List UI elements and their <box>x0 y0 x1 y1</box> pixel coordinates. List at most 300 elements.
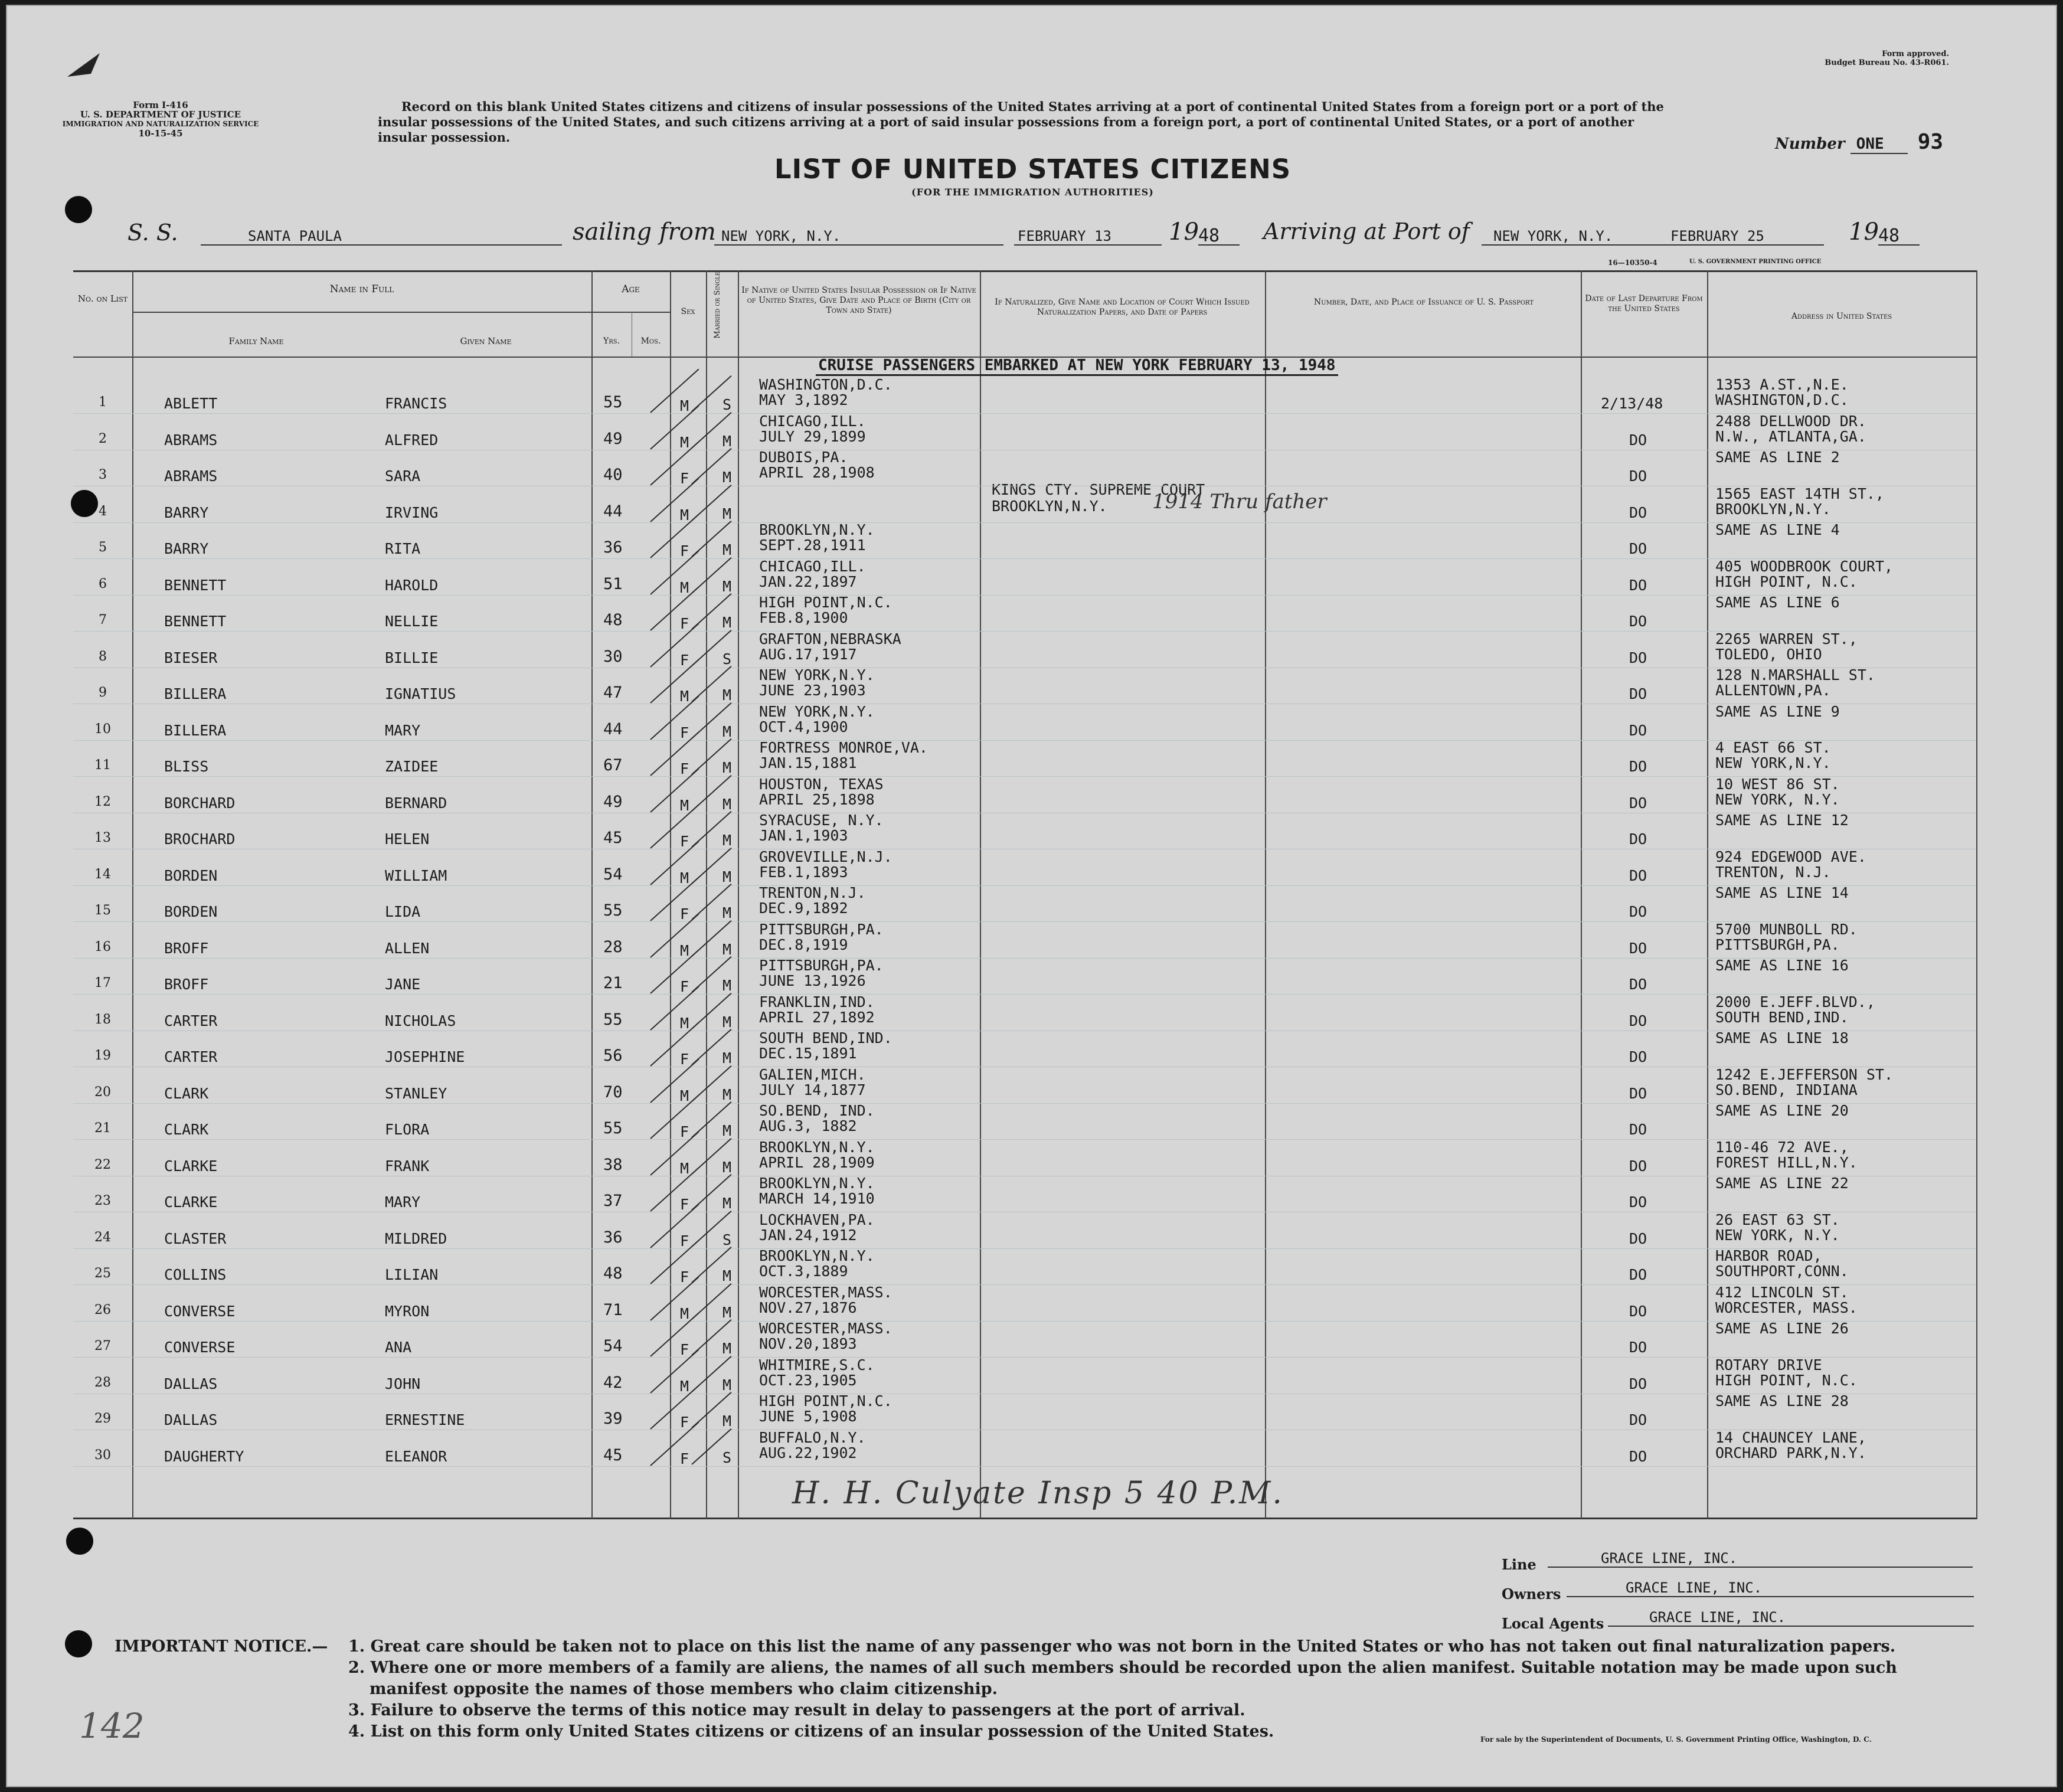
age-years: 49 <box>603 430 623 448</box>
row-rule <box>73 558 1976 559</box>
ss-label: S. S. <box>127 220 178 246</box>
page-subtitle: (FOR THE IMMIGRATION AUTHORITIES) <box>911 187 1154 198</box>
departure-date: DO <box>1629 1375 1647 1392</box>
birth-place: GROVEVILLE,N.J. <box>759 848 892 865</box>
departure-date: DO <box>1629 649 1647 666</box>
birth-date: JUNE 23,1903 <box>759 682 866 699</box>
header-naturalized: If Naturalized, Give Name and Location of Court Which Issued Naturalization Papers, and Date of Papers <box>995 297 1250 317</box>
notice-item-4: 4. List on this form only United States citizens or citizens of an insular possession of the United States. <box>348 1722 1274 1741</box>
header-passport: Number, Date, and Place of Issuance of U. S. Passport <box>1313 297 1534 307</box>
birth-date: OCT.4,1900 <box>759 718 848 735</box>
birth-date: AUG.3, 1882 <box>759 1117 857 1134</box>
given-name: MARY <box>385 722 421 739</box>
corner-arrow-icon <box>67 47 103 83</box>
marital-status: M <box>722 1122 732 1139</box>
row-rule <box>73 1357 1976 1358</box>
given-name: JOSEPHINE <box>385 1048 465 1065</box>
header-age: Age <box>622 283 640 295</box>
family-name: BENNETT <box>164 577 227 594</box>
age-years: 67 <box>603 756 623 774</box>
birth-place: GRAFTON,NEBRASKA <box>759 630 901 648</box>
sex: F <box>680 1414 689 1431</box>
sex: M <box>680 434 689 451</box>
birth-date: APRIL 27,1892 <box>759 1009 875 1026</box>
birth-place: BROOKLYN,N.Y. <box>759 521 875 538</box>
given-name: HELEN <box>385 830 430 848</box>
birth-date: JULY 14,1877 <box>759 1081 866 1098</box>
departure-date: DO <box>1629 1448 1647 1465</box>
address-line-1: 26 EAST 63 ST. <box>1715 1211 1840 1228</box>
marital-status: M <box>722 1049 732 1067</box>
departure-date: DO <box>1629 940 1647 957</box>
line-number: 11 <box>94 758 111 773</box>
sex: M <box>680 506 689 524</box>
sex: F <box>680 1123 689 1140</box>
given-name: ELEANOR <box>385 1448 447 1465</box>
sex: M <box>680 1087 689 1104</box>
family-name: CLARKE <box>164 1157 218 1175</box>
birth-place: WASHINGTON,D.C. <box>759 376 892 393</box>
sex: F <box>680 1450 689 1467</box>
address-line-1: 2488 DELLWOOD DR. <box>1715 413 1866 430</box>
departure-date: DO <box>1629 431 1647 449</box>
given-name: ALFRED <box>385 431 439 449</box>
line-number: 6 <box>99 577 107 591</box>
col-divider <box>132 270 133 1519</box>
birth-date: FEB.8,1900 <box>759 609 848 626</box>
marital-status: M <box>722 1267 732 1284</box>
row-rule <box>73 1103 1976 1104</box>
ship-name: SANTA PAULA <box>201 228 562 246</box>
departure-date: DO <box>1629 467 1647 485</box>
family-name: BROFF <box>164 940 209 957</box>
sex: M <box>680 869 689 887</box>
departure-date: DO <box>1629 830 1647 848</box>
header-given-name: Given Name <box>460 336 512 346</box>
age-years: 54 <box>603 1337 623 1355</box>
address-line-1: 2265 WARREN ST., <box>1715 630 1858 648</box>
col-divider <box>670 270 671 1519</box>
birth-date: DEC.8,1919 <box>759 936 848 953</box>
birth-date: NOV.27,1876 <box>759 1299 857 1316</box>
address-line-1: SAME AS LINE 2 <box>1715 449 1840 466</box>
address-line-1: SAME AS LINE 4 <box>1715 521 1840 538</box>
col-divider <box>706 270 707 1519</box>
handwritten-page-number: 142 <box>79 1706 145 1746</box>
age-years: 45 <box>603 1446 623 1464</box>
sex: M <box>680 797 689 814</box>
sex: F <box>680 615 689 632</box>
sex: M <box>680 942 689 959</box>
form-date: 10-15-45 <box>138 128 183 139</box>
from-year-prefix: 19 <box>1169 218 1199 246</box>
header-sex: Sex <box>681 307 695 316</box>
sex: F <box>680 978 689 995</box>
departure-date: DO <box>1629 1303 1647 1320</box>
age-years: 54 <box>603 865 623 884</box>
to-port: NEW YORK, N.Y. <box>1482 228 1659 246</box>
col-divider <box>591 270 593 1519</box>
sex: M <box>680 397 689 414</box>
owners-value: GRACE LINE, INC. <box>1567 1580 1974 1597</box>
to-year-prefix: 19 <box>1849 218 1879 246</box>
header-family-name: Family Name <box>228 336 284 346</box>
age-header-rule <box>591 312 670 313</box>
birth-date: DEC.15,1891 <box>759 1045 857 1062</box>
address-line-2: BROOKLYN,N.Y. <box>1715 501 1831 518</box>
given-name: MYRON <box>385 1303 430 1320</box>
age-years: 56 <box>603 1047 623 1065</box>
family-name: BARRY <box>164 504 209 521</box>
naturalization-handwritten: 1914 Thru father <box>1152 490 1327 514</box>
marital-status: M <box>722 1159 732 1176</box>
address-line-1: 924 EDGEWOOD AVE. <box>1715 848 1866 865</box>
line-number: 30 <box>94 1448 111 1463</box>
family-name: CONVERSE <box>164 1339 236 1356</box>
address-line-1: SAME AS LINE 18 <box>1715 1029 1849 1047</box>
page-title: LIST OF UNITED STATES CITIZENS <box>774 153 1292 185</box>
address-line-2: HIGH POINT, N.C. <box>1715 573 1858 590</box>
family-name: COLLINS <box>164 1266 227 1283</box>
departure-date: DO <box>1629 976 1647 993</box>
age-years: 47 <box>603 684 623 702</box>
family-name: BILLERA <box>164 722 227 739</box>
number-block <box>1775 130 1943 154</box>
sex: F <box>680 1268 689 1286</box>
notice-item-2: 2. Where one or more members of a family are aliens, the names of all such members should be recorded upon the alien manifest. Suitable notation may be made upon such manifest opposite the names of those members who claim citizenship. <box>348 1659 1897 1698</box>
address-line-1: 5700 MUNBOLL RD. <box>1715 921 1858 938</box>
departure-date: DO <box>1629 685 1647 702</box>
sailing-label: sailing from <box>573 218 716 246</box>
age-years: 48 <box>603 1264 623 1283</box>
birth-place: WHITMIRE,S.C. <box>759 1356 875 1374</box>
departure-date: DO <box>1629 867 1647 884</box>
line-number: 22 <box>94 1157 111 1172</box>
birth-place: TRENTON,N.J. <box>759 884 866 901</box>
line-number: 5 <box>99 540 107 555</box>
address-line-1: 110-46 72 AVE., <box>1715 1139 1849 1156</box>
marital-status: M <box>722 1013 732 1031</box>
address-line-2: NEW YORK, N.Y. <box>1715 791 1840 808</box>
intro-text: Record on this blank United States citizens and citizens of insular possessions of the United States arriving at a port of continental United States from a foreign port or a port of the insular possessions of the United States, and such citizens arriving at a port of said insular possessions from a foreign port, a port of continental United States, or a port of another insular possession. <box>378 99 1664 145</box>
birth-place: SYRACUSE, N.Y. <box>759 812 884 829</box>
approval-line2: Budget Bureau No. 43-R061. <box>1825 58 1949 67</box>
age-years: 39 <box>603 1410 623 1428</box>
col-divider <box>980 270 981 1519</box>
age-years: 55 <box>603 393 623 411</box>
to-date: FEBRUARY 25 <box>1659 228 1824 246</box>
departure-date: DO <box>1629 758 1647 775</box>
address-line-1: SAME AS LINE 14 <box>1715 884 1849 901</box>
age-years: 45 <box>603 829 623 847</box>
row-rule <box>73 958 1976 959</box>
birth-place: NEW YORK,N.Y. <box>759 666 875 684</box>
header-married: Married or Single <box>713 272 722 339</box>
header-departure: Date of Last Departure From the United States <box>1585 294 1703 313</box>
row-rule <box>73 921 1976 922</box>
col-divider <box>1581 270 1582 1519</box>
given-name: BILLIE <box>385 649 439 666</box>
number-value: ONE <box>1851 135 1908 154</box>
line-number: 15 <box>94 903 111 918</box>
address-line-1: 14 CHAUNCEY LANE, <box>1715 1429 1866 1446</box>
birth-place: FRANKLIN,IND. <box>759 993 875 1011</box>
approval-line1: Form approved. <box>1882 50 1949 58</box>
birth-date: NOV.20,1893 <box>759 1335 857 1352</box>
agents-value: GRACE LINE, INC. <box>1608 1609 1974 1627</box>
departure-date: DO <box>1629 722 1647 739</box>
birth-date: MARCH 14,1910 <box>759 1190 875 1207</box>
birth-place: PITTSBURGH,PA. <box>759 957 884 974</box>
given-name: ALLEN <box>385 940 430 957</box>
birth-date: FEB.1,1893 <box>759 864 848 881</box>
sex: M <box>680 1015 689 1032</box>
given-name: HAROLD <box>385 577 439 594</box>
number-label: Number <box>1775 135 1845 153</box>
line-number: 17 <box>94 976 111 990</box>
sale-note: For sale by the Superintendent of Documents, U. S. Government Printing Office, Washington, D. C. <box>1480 1735 1872 1744</box>
sex: M <box>680 1305 689 1322</box>
line-number: 2 <box>99 431 107 446</box>
age-years: 44 <box>603 720 623 738</box>
address-line-1: 1353 A.ST.,N.E. <box>1715 376 1849 393</box>
birth-date: APRIL 28,1909 <box>759 1154 875 1171</box>
given-name: JANE <box>385 976 421 993</box>
given-name: JOHN <box>385 1375 421 1392</box>
notice-heading: IMPORTANT NOTICE.— <box>115 1637 328 1656</box>
given-name: FRANK <box>385 1157 430 1175</box>
departure-date: DO <box>1629 794 1647 812</box>
arriving-label: Arriving at Port of <box>1263 218 1470 244</box>
address-line-1: SAME AS LINE 22 <box>1715 1175 1849 1192</box>
family-name: DALLAS <box>164 1411 218 1428</box>
departure-date: DO <box>1629 1085 1647 1102</box>
address-line-2: SO.BEND, INDIANA <box>1715 1081 1858 1098</box>
line-number: 26 <box>94 1303 111 1317</box>
birth-place: DUBOIS,PA. <box>759 449 848 466</box>
marital-status: S <box>722 396 732 413</box>
age-years: 49 <box>603 793 623 811</box>
marital-status: M <box>722 723 732 740</box>
marital-status: M <box>722 541 732 558</box>
line-number: 1 <box>99 395 107 410</box>
sex: F <box>680 542 689 560</box>
departure-date: DO <box>1629 577 1647 594</box>
header-name-in-full: Name in Full <box>329 283 394 295</box>
sex: M <box>680 579 689 596</box>
birth-place: SO.BEND, IND. <box>759 1102 875 1119</box>
age-years: 30 <box>603 648 623 666</box>
birth-place: CHICAGO,ILL. <box>759 413 866 430</box>
punch-hole <box>66 1528 93 1555</box>
address-line-2: WORCESTER, MASS. <box>1715 1299 1858 1316</box>
marital-status: M <box>722 1412 732 1430</box>
family-name: BILLERA <box>164 685 227 702</box>
cruise-heading: CRUISE PASSENGERS EMBARKED AT NEW YORK FEBRUARY 13, 1948 <box>816 357 1338 376</box>
sex: F <box>680 1232 689 1250</box>
birth-date: SEPT.28,1911 <box>759 537 866 554</box>
birth-date: APRIL 25,1898 <box>759 791 875 808</box>
given-name: SARA <box>385 467 421 485</box>
address-line-2: ORCHARD PARK,N.Y. <box>1715 1444 1866 1461</box>
row-rule <box>73 1321 1976 1322</box>
birth-date: DEC.9,1892 <box>759 900 848 917</box>
row-rule <box>73 885 1976 886</box>
address-line-2: TRENTON, N.J. <box>1715 864 1831 881</box>
row-rule <box>73 413 1976 414</box>
line-number: 10 <box>94 722 111 737</box>
from-year: 48 <box>1198 228 1240 246</box>
col-divider <box>1265 270 1266 1519</box>
birth-date: OCT.3,1889 <box>759 1263 848 1280</box>
address-line-1: SAME AS LINE 12 <box>1715 812 1849 829</box>
given-name: WILLIAM <box>385 867 447 884</box>
line-number: 4 <box>99 504 107 519</box>
sex: F <box>680 760 689 777</box>
marital-status: M <box>722 578 732 595</box>
age-years: 40 <box>603 466 623 484</box>
address-line-1: SAME AS LINE 16 <box>1715 957 1849 974</box>
address-line-1: 412 LINCOLN ST. <box>1715 1284 1849 1301</box>
given-name: NELLIE <box>385 613 439 630</box>
punch-hole <box>65 196 92 223</box>
birth-place: CHICAGO,ILL. <box>759 558 866 575</box>
sex: F <box>680 652 689 669</box>
line-number: 14 <box>94 867 111 882</box>
address-line-2: WASHINGTON,D.C. <box>1715 391 1849 408</box>
line-number: 12 <box>94 794 111 809</box>
row-rule <box>73 740 1976 741</box>
sex: F <box>680 470 689 487</box>
given-name: ERNESTINE <box>385 1411 465 1428</box>
marital-status: M <box>722 1304 732 1321</box>
marital-status: S <box>722 650 732 668</box>
family-name: BROFF <box>164 976 209 993</box>
family-name: BROCHARD <box>164 830 236 848</box>
row-rule <box>73 522 1976 523</box>
birth-place: NEW YORK,N.Y. <box>759 703 875 720</box>
marital-status: S <box>722 1449 732 1466</box>
naturalization-court: KINGS CTY. SUPREME COURT <box>992 481 1205 498</box>
age-years: 48 <box>603 611 623 629</box>
punch-hole <box>65 1630 92 1657</box>
line-number: 20 <box>94 1085 111 1100</box>
marital-status: M <box>722 1086 732 1103</box>
line-number: 24 <box>94 1230 111 1245</box>
address-line-2: NEW YORK,N.Y. <box>1715 754 1831 771</box>
agents-label: Local Agents <box>1502 1615 1604 1632</box>
marital-status: M <box>722 832 732 849</box>
age-years: 55 <box>603 901 623 920</box>
marital-status: M <box>722 1376 732 1394</box>
family-name: BORDEN <box>164 867 218 884</box>
line-number: 28 <box>94 1375 111 1390</box>
line-number: 13 <box>94 830 111 845</box>
form-id-block <box>60 100 261 138</box>
marital-status: M <box>722 433 732 450</box>
given-name: FLORA <box>385 1121 430 1138</box>
birth-place: HIGH POINT,N.C. <box>759 1392 892 1410</box>
address-line-1: SAME AS LINE 20 <box>1715 1102 1849 1119</box>
address-line-2: NEW YORK, N.Y. <box>1715 1227 1840 1244</box>
line-number: 18 <box>94 1012 111 1027</box>
address-line-2: ALLENTOWN,PA. <box>1715 682 1831 699</box>
birth-place: WORCESTER,MASS. <box>759 1320 892 1337</box>
family-name: DALLAS <box>164 1375 218 1392</box>
given-name: IGNATIUS <box>385 685 456 702</box>
address-line-2: SOUTH BEND,IND. <box>1715 1009 1849 1026</box>
sex: F <box>680 833 689 850</box>
print-code: 16—10350-4 <box>1608 259 1657 267</box>
family-name: BORCHARD <box>164 794 236 812</box>
line-number: 8 <box>99 649 107 664</box>
departure-date: DO <box>1629 1230 1647 1247</box>
row-rule <box>73 1248 1976 1249</box>
family-name: BENNETT <box>164 613 227 630</box>
marital-status: M <box>722 1195 732 1212</box>
given-name: IRVING <box>385 504 439 521</box>
col-divider <box>1707 270 1708 1519</box>
line-number: 21 <box>94 1121 111 1136</box>
birth-place: BROOKLYN,N.Y. <box>759 1139 875 1156</box>
address-line-2: TOLEDO, OHIO <box>1715 646 1822 663</box>
birth-date: APRIL 28,1908 <box>759 464 875 481</box>
family-name: CLASTER <box>164 1230 227 1247</box>
age-years: 38 <box>603 1156 623 1174</box>
header-mos: Mos. <box>640 336 661 346</box>
given-name: RITA <box>385 540 421 557</box>
birth-date: JUNE 13,1926 <box>759 972 866 989</box>
header-native: If Native of United States Insular Possession or If Native of United States, Give Date and Place of Birth (City or Town and State) <box>741 286 976 315</box>
address-line-1: HARBOR ROAD, <box>1715 1247 1822 1264</box>
header-yrs: Yrs. <box>603 336 620 346</box>
birth-place: BUFFALO,N.Y. <box>759 1429 866 1446</box>
given-name: ANA <box>385 1339 412 1356</box>
marital-status: M <box>722 796 732 813</box>
address-line-1: 1565 EAST 14TH ST., <box>1715 485 1884 502</box>
age-years: 37 <box>603 1192 623 1210</box>
family-name: CARTER <box>164 1012 218 1029</box>
age-years: 70 <box>603 1083 623 1101</box>
name-header-rule <box>132 312 591 313</box>
given-name: STANLEY <box>385 1085 447 1102</box>
line-label: Line <box>1502 1556 1536 1573</box>
birth-place: WORCESTER,MASS. <box>759 1284 892 1301</box>
line-value: GRACE LINE, INC. <box>1548 1550 1973 1568</box>
marital-status: M <box>722 977 732 994</box>
birth-date: AUG.17,1917 <box>759 646 857 663</box>
naturalization-location: BROOKLYN,N.Y. <box>992 498 1107 515</box>
birth-place: BROOKLYN,N.Y. <box>759 1175 875 1192</box>
birth-place: GALIEN,MICH. <box>759 1066 866 1083</box>
row-rule <box>73 595 1976 596</box>
birth-place: FORTRESS MONROE,VA. <box>759 739 928 756</box>
approval-block <box>1784 50 1949 67</box>
departure-date: DO <box>1629 1411 1647 1428</box>
age-years: 36 <box>603 538 623 557</box>
departure-date: DO <box>1629 1048 1647 1065</box>
age-years: 42 <box>603 1374 623 1392</box>
owners-label: Owners <box>1502 1585 1561 1603</box>
family-name: BIESER <box>164 649 218 666</box>
line-number: 9 <box>99 685 107 700</box>
col-divider <box>1976 270 1977 1519</box>
birth-date: AUG.22,1902 <box>759 1444 857 1461</box>
departure-date: DO <box>1629 1121 1647 1138</box>
line-number: 23 <box>94 1193 111 1208</box>
age-years: 71 <box>603 1301 623 1319</box>
line-number: 7 <box>99 613 107 627</box>
